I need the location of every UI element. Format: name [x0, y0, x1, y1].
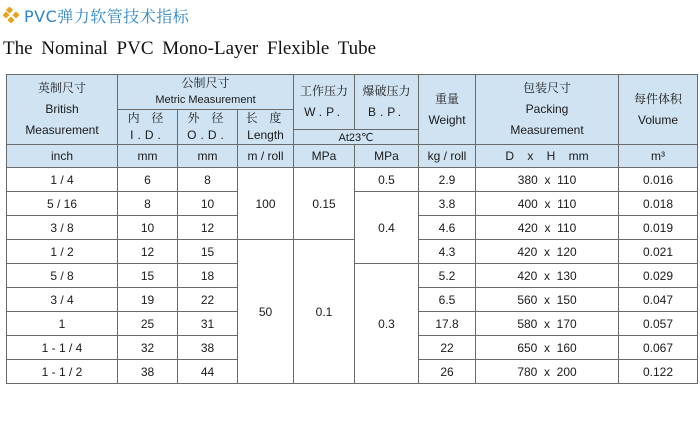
cell-volume: 0.057 — [619, 312, 698, 336]
page-title: PVC弹力软管技术指标 — [24, 6, 190, 26]
cell-od: 8 — [178, 168, 238, 192]
cell-packing: 420 x 110 — [476, 216, 619, 240]
header-bp: 爆破压力 B.P. — [355, 75, 419, 130]
cell-packing: 580 x 170 — [476, 312, 619, 336]
cell-bp: 0.4 — [355, 192, 419, 264]
header-metric: 公制尺寸 Metric Measurement — [118, 75, 294, 110]
cell-packing: 560 x 150 — [476, 288, 619, 312]
unit-id: mm — [118, 145, 178, 168]
header-british: 英制尺寸 British Measurement — [7, 75, 118, 145]
cell-id: 19 — [118, 288, 178, 312]
cell-id: 6 — [118, 168, 178, 192]
header-volume: 每件体积 Volume — [619, 75, 698, 145]
unit-od: mm — [178, 145, 238, 168]
page-subtitle: The Nominal PVC Mono-Layer Flexible Tube — [3, 38, 377, 59]
cell-volume: 0.019 — [619, 216, 698, 240]
cell-packing: 420 x 130 — [476, 264, 619, 288]
units-row — [7, 145, 698, 168]
unit-length: m / roll — [238, 145, 294, 168]
cell-id: 25 — [118, 312, 178, 336]
cell-weight: 4.3 — [419, 240, 476, 264]
cell-weight: 26 — [419, 360, 476, 384]
cell-id: 38 — [118, 360, 178, 384]
table-row — [7, 240, 698, 264]
header-wp: 工作压力 W.P. — [294, 75, 355, 130]
cell-inch: 1 - 1 / 4 — [7, 336, 118, 360]
cell-od: 15 — [178, 240, 238, 264]
cell-packing: 380 x 110 — [476, 168, 619, 192]
cell-id: 8 — [118, 192, 178, 216]
header-packing: 包装尺寸 Packing Measurement — [476, 75, 619, 145]
header-id: 内 径 I.D. — [118, 110, 178, 145]
diamond-bullet-icon — [3, 7, 19, 23]
cell-od: 22 — [178, 288, 238, 312]
cell-inch: 5 / 16 — [7, 192, 118, 216]
header-length: 长 度 Length — [238, 110, 294, 145]
cell-volume: 0.067 — [619, 336, 698, 360]
cell-length: 50 — [238, 240, 294, 384]
cell-inch: 5 / 8 — [7, 264, 118, 288]
spec-table-wrapper — [6, 74, 697, 384]
cell-weight: 3.8 — [419, 192, 476, 216]
cell-inch: 1 / 2 — [7, 240, 118, 264]
cell-weight: 6.5 — [419, 288, 476, 312]
cell-packing: 780 x 200 — [476, 360, 619, 384]
cell-volume: 0.122 — [619, 360, 698, 384]
header-weight: 重量 Weight — [419, 75, 476, 145]
cell-od: 18 — [178, 264, 238, 288]
cell-inch: 3 / 8 — [7, 216, 118, 240]
cell-id: 10 — [118, 216, 178, 240]
cell-wp: 0.1 — [294, 240, 355, 384]
unit-bp: MPa — [355, 145, 419, 168]
table-header — [7, 75, 698, 168]
cell-weight: 17.8 — [419, 312, 476, 336]
cell-weight: 22 — [419, 336, 476, 360]
cell-packing: 420 x 120 — [476, 240, 619, 264]
cell-od: 31 — [178, 312, 238, 336]
unit-weight: kg / roll — [419, 145, 476, 168]
cell-od: 38 — [178, 336, 238, 360]
table-body — [7, 168, 698, 384]
cell-volume: 0.029 — [619, 264, 698, 288]
header-od: 外 径 O.D. — [178, 110, 238, 145]
header-at23: At23℃ — [294, 130, 419, 145]
cell-id: 12 — [118, 240, 178, 264]
cell-inch: 1 — [7, 312, 118, 336]
cell-volume: 0.018 — [619, 192, 698, 216]
unit-inch: inch — [7, 145, 118, 168]
cell-od: 12 — [178, 216, 238, 240]
cell-packing: 400 x 110 — [476, 192, 619, 216]
cell-weight: 4.6 — [419, 216, 476, 240]
unit-volume: m³ — [619, 145, 698, 168]
cell-od: 10 — [178, 192, 238, 216]
cell-inch: 1 - 1 / 2 — [7, 360, 118, 384]
spec-table — [6, 74, 698, 384]
cell-od: 44 — [178, 360, 238, 384]
unit-packing: D x H mm — [476, 145, 619, 168]
cell-inch: 3 / 4 — [7, 288, 118, 312]
cell-id: 32 — [118, 336, 178, 360]
cell-bp: 0.5 — [355, 168, 419, 192]
cell-bp: 0.3 — [355, 264, 419, 384]
cell-weight: 5.2 — [419, 264, 476, 288]
unit-wp: MPa — [294, 145, 355, 168]
cell-id: 15 — [118, 264, 178, 288]
cell-weight: 2.9 — [419, 168, 476, 192]
cell-volume: 0.021 — [619, 240, 698, 264]
cell-inch: 1 / 4 — [7, 168, 118, 192]
title-row — [3, 4, 189, 26]
table-row — [7, 168, 698, 192]
cell-volume: 0.016 — [619, 168, 698, 192]
cell-length: 100 — [238, 168, 294, 240]
cell-wp: 0.15 — [294, 168, 355, 240]
cell-volume: 0.047 — [619, 288, 698, 312]
cell-packing: 650 x 160 — [476, 336, 619, 360]
